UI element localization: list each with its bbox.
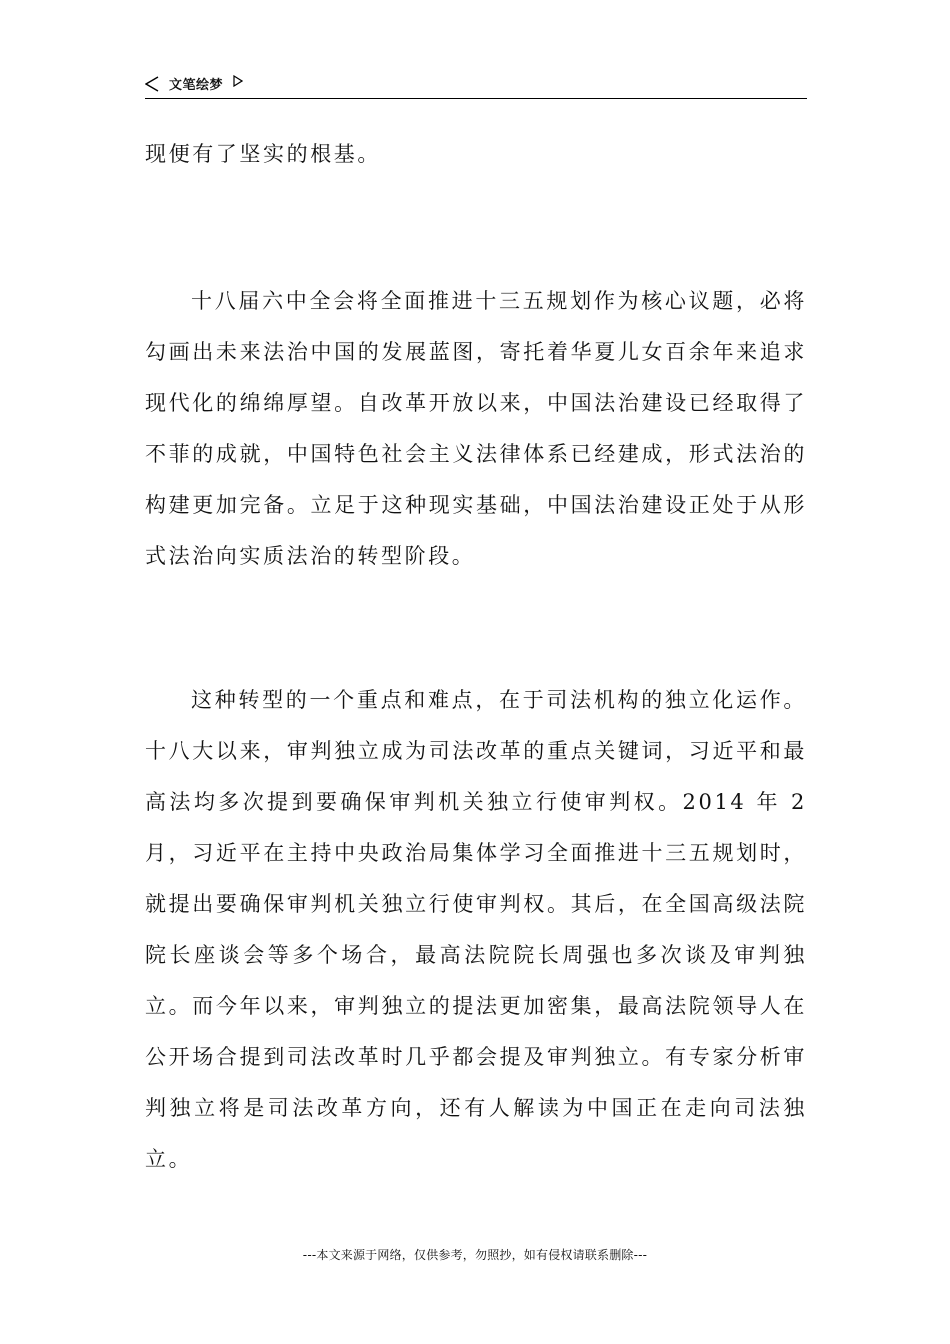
paragraph-3: 这种转型的一个重点和难点，在于司法机构的独立化运作。十八大以来，审判独立成为司法改革的重点关键词，习近平和最高法均多次提到要确保审判机关独立行使审判权。2014 年 2 月，习近平在主持中央政治局集体学习全面推进十三五规划时，就提出要确保审判机关独立行使审判权。其后，在全国高级法院院长座谈会等多个场合，最高法院院长周强也多次谈及审判独立。而今年以来，审判独立的提法更加密集，最高法院领导人在公开场合提到司法改革时几乎都会提及审判独立。有专家分析审判独立将是司法改革方向，还有人解读为中国正在走向司法独立。 — [145, 688, 807, 1171]
header-brand: 文笔绘梦 — [169, 78, 224, 93]
footer-notice: ---本文来源于网络，仅供参考，勿照抄，如有侵权请联系删除--- — [302, 1248, 648, 1262]
paragraph-2: 十八届六中全会将全面推进十三五规划作为核心议题，必将勾画出未来法治中国的发展蓝图，寄托着华夏儿女百余年来追求现代化的绵绵厚望。自改革开放以来，中国法治建设已经取得了不菲的成就，中国特色社会主义法律体系已经建成，形式法治的构建更加完备。立足于这种现实基础，中国法治建设正处于从形式法治向实质法治的转型阶段。 — [145, 289, 807, 568]
triangle-left-icon — [145, 76, 159, 92]
page-header — [145, 68, 807, 99]
paragraph-1: 现便有了坚实的根基。 — [145, 142, 381, 166]
triangle-right-icon — [233, 75, 243, 87]
